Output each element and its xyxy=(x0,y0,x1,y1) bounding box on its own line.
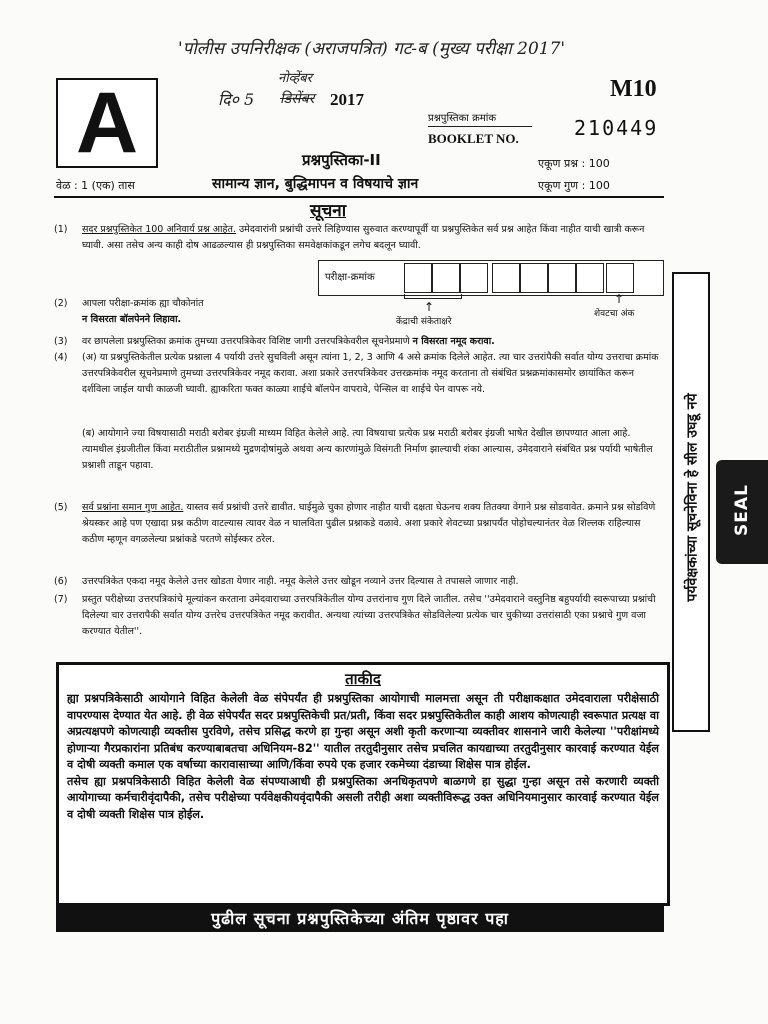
exam-year: 2017 xyxy=(330,90,364,109)
series-letter: A xyxy=(75,75,139,171)
instruction-number: (6) xyxy=(54,576,68,587)
instruction-text: यास्तव सर्व प्रश्नांची उत्तरे द्यावीत. घाईमुळे चुका होणार नाहीत याची दक्षता घेऊनच शक्य तितक्या वेगाने प्रश्न सोडवावेत. क्रमाने प्रश्न सोडविणे श्रेयस्कर आहे पण एखादा प्रश्न कठीण वाटल्यास त्यावर वेळ न घालविता पुढील प्रश्नाकडे वळावे. अशा प्रकारे शेवटच्या प्रश्नापर्यंत पोहोचल्यानंतर वेळ शिल्लक राहिल्यास कठीण म्हणून वगळलेल्या प्रश्नांकडे परतणे सोईस्कर ठरेल. xyxy=(82,502,656,545)
exam-digit-box[interactable] xyxy=(432,263,460,293)
warning-paragraph-1: ह्या प्रश्नपत्रिकेसाठी आयोगाने विहित केलेली वेळ संपेपर्यंत ही प्रश्नपुस्तिका आयोगाची मालमत्ता असून ती परीक्षाकक्षात उमेदवाराला परीक्षेसाठी वापरण्यास देण्यात येत आहे. ही वेळ संपेपर्यंत सदर प्रश्नपुस्तिकेची प्रत/प्रती, किंवा सदर प्रश्नपुस्तिकेतील काही आशय कोणत्याही स्वरूपात प्रत्यक्ष वा अप्रत्यक्षपणे कोणत्याही व्यक्तीस पुरविणे, तसेच प्रसिद्ध करणे हा गुन्हा असून अशी कृती करणाऱ्या व्यक्तीवर शासनाने जारी केलेल्या ''परीक्षांमध्ये होणाऱ्या गैरप्रकारांना प्रतिबंध करण्याबाबतचा अधिनियम-82'' यातील तरतुदीनुसार तसेच प्रचलित कायद्याच्या तरतुदीनुसार कारवाई करण्यात येईल व दोषी व्यक्ती कमाल एक वर्षाच्या कारावासाच्या आणि/किंवा रुपये एक हजार रकमेच्या दंडाच्या शिक्षेस पात्र होईल. xyxy=(67,692,659,771)
exam-digit-box[interactable] xyxy=(460,263,488,293)
series-box xyxy=(56,75,158,171)
center-code-bracket xyxy=(404,294,462,299)
arrow-up-icon: ↑ xyxy=(614,292,625,306)
footer-banner: पुढील सूचना प्रश्नपुस्तिकेच्या अंतिम पृष्ठावर पहा xyxy=(56,906,664,932)
instruction-number: (7) xyxy=(54,594,68,605)
instruction-item-6: उत्तरपत्रिकेत एकदा नमूद केलेले उत्तर खोडता येणार नाही. नमूद केलेले उत्तर खोडून नव्याने उत्तर दिल्यास ते तपासले जाणार नाही. xyxy=(82,576,519,587)
instruction-number: (2) xyxy=(54,298,68,309)
center-code-label: केंद्राची संकेताक्षरे xyxy=(396,317,452,327)
seal-tab xyxy=(716,460,768,564)
instruction-item-1 xyxy=(82,222,662,254)
booklet-label-english: BOOKLET NO. xyxy=(428,131,519,146)
instruction-item-3 xyxy=(82,334,662,350)
instruction-item-4a: (अ) या प्रश्नपुस्तिकेतील प्रत्येक प्रश्नाला 4 पर्यायी उत्तरे सुचविली असून त्यांना 1, 2, 3 आणि 4 असे क्रमांक दिलेले आहेत. त्या चार उत्तरांपैकी सर्वात योग्य उत्तराचा क्रमांक उत्तरपत्रिकेवरील सूचनेप्रमाणे तुमच्या उत्तरपत्रिकेवर नमूद करावा. अशा प्रकारे उत्तरपत्रिकेवर उत्तरक्रमांक नमूद करताना तो संबंधित प्रश्नक्रमांकासमोर छायांकित करून दर्शविला जाईल याची काळजी घ्यावी. ह्याकरिता फक्त काळ्या शाईचे बॉलपेन वापरावे, पेन्सिल वा शाईचे पेन वापरू नये. xyxy=(82,352,659,395)
paper-code: M10 xyxy=(610,76,657,102)
exam-digit-box[interactable] xyxy=(576,263,604,293)
exam-digit-box[interactable] xyxy=(520,263,548,293)
instruction-item-7: प्रस्तुत परीक्षेच्या उत्तरपत्रिकांचे मूल्यांकन करताना उमेदवाराच्या उत्तरपत्रिकेतील योग्य उत्तरांनाच गुण दिले जातील. तसेच ''उमेदवाराने वस्तुनिष्ठ बहुपर्यायी स्वरूपाच्या प्रश्नांची दिलेल्या चार उत्तरापैकी सर्वात योग्य उत्तरेच उत्तरपत्रिकेत नमूद करावीत. अन्यथा त्यांच्या उत्तरपत्रिकेत सोडविलेल्या प्रत्येक चार चुकीच्या उत्तरांसाठी एका प्रश्नाचे गुण वजा करण्यात येतील''. xyxy=(82,594,656,637)
instruction-text: वर छापलेला प्रश्नपुस्तिका क्रमांक तुमच्या उत्तरपत्रिकेवर विशिष्ट जागी उत्तरपत्रिकेवरील सूचनेप्रमाणे xyxy=(82,336,410,347)
instructions-heading: सूचना xyxy=(310,201,347,221)
struck-month: डिसेंबर xyxy=(280,91,315,107)
handwritten-exam-title: 'पोलीस उपनिरीक्षक (अराजपत्रित) गट-ब (मुख्य परीक्षा 2017' xyxy=(178,39,566,59)
exam-digit-box[interactable] xyxy=(606,263,634,293)
instruction-lead: सर्व प्रश्नांना समान गुण आहेत. xyxy=(82,502,184,513)
handwritten-month: नोव्हेंबर xyxy=(278,71,312,86)
seal-note-text: पर्यवेक्षकांच्या सूचनेविना हे सील उघडू नये xyxy=(684,393,701,602)
booklet-label-marathi: प्रश्नपुस्तिका क्रमांक xyxy=(428,110,532,127)
warning-paragraph-2: तसेच ह्या प्रश्नपत्रिकेसाठी विहित केलेली वेळ संपण्याआधी ही प्रश्नपुस्तिका अनधिकृतपणे बाळगणे हा सुद्धा गुन्हा असून तसे करणारी व्यक्ती आयोगाच्या कर्मचारीवृंदापैकी, तसेच परीक्षेच्या पर्यवेक्षकीयवृंदापैकी असली तरीही अशा व्यक्तीविरूद्ध उक्त अधिनियमानुसार कारवाई करण्यात येईल व दोषी व्यक्ती शिक्षेस पात्र होईल. xyxy=(67,774,659,821)
instruction-item-2 xyxy=(82,296,312,328)
instruction-lead: सदर प्रश्नपुस्तिकेत 100 अनिवार्य प्रश्न आहेत. xyxy=(82,224,236,235)
warning-heading: ताकीद xyxy=(345,670,381,688)
instruction-text: आपला परीक्षा-क्रमांक ह्या चौकोनांत xyxy=(82,298,204,309)
last-digit-label: शेवटचा अंक xyxy=(594,309,635,319)
instruction-item-5 xyxy=(82,500,662,548)
instruction-number: (4) xyxy=(54,352,68,363)
instruction-text: उमेदवारांनी प्रश्नांची उत्तरे लिहिण्यास सुरुवात करण्यापूर्वी या प्रश्नपुस्तिकेत सर्व प्रश्न आहेत किंवा नाहीत याची खात्री करून घ्यावी. असा तसेच अन्य काही दोष आढळल्यास ही प्रश्नपुस्तिका समवेक्षकांकडून लगेच बदलून घ्यावी. xyxy=(82,224,645,251)
exam-digit-box[interactable] xyxy=(492,263,520,293)
header-divider xyxy=(54,196,664,198)
exam-digit-box[interactable] xyxy=(548,263,576,293)
instruction-number: (1) xyxy=(54,224,68,235)
total-marks: एकूण गुण : 100 xyxy=(538,179,610,192)
booklet-number: 210449 xyxy=(574,116,659,140)
instruction-emphasis: न विसरता बॉलपेनने लिहावा. xyxy=(82,314,182,325)
exam-digit-box[interactable] xyxy=(404,263,432,293)
seal-note-strip xyxy=(672,272,710,732)
arrow-up-icon: ↑ xyxy=(424,300,435,314)
seal-label: SEAL xyxy=(732,484,752,536)
total-questions: एकूण प्रश्न : 100 xyxy=(538,157,610,170)
instruction-number: (5) xyxy=(54,502,68,513)
instruction-item-4b: (ब) आयोगाने ज्या विषयासाठी मराठी बरोबर इंग्रजी माध्यम विहित केलेले आहे. त्या विषयाचा प्रत्येक प्रश्न मराठी बरोबर इंग्रजी भाषेत देखील छापण्यात आला आहे. त्यामधील इंग्रजीतील किंवा मराठीतील प्रश्नामध्ये मुद्रणदोषांमुळे अथवा अन्य कारणांमुळे विसंगती निर्माण झाल्याची शंका आल्यास, उमेदवाराने संबंधित प्रश्न पर्यायी भाषेतील प्रश्नाशी ताडून पहावा. xyxy=(82,428,653,471)
handwritten-date: दि० 5 xyxy=(218,90,255,109)
exam-time: वेळ : 1 (एक) तास xyxy=(56,179,135,192)
subject-title: सामान्य ज्ञान, बुद्धिमापन व विषयाचे ज्ञान xyxy=(212,176,419,192)
exam-number-label: परीक्षा-क्रमांक xyxy=(325,272,375,283)
instruction-number: (3) xyxy=(54,336,68,347)
booklet-title: प्रश्नपुस्तिका-II xyxy=(302,151,381,169)
warning-box xyxy=(56,662,670,906)
instruction-emphasis: न विसरता नमूद करावा. xyxy=(412,336,495,347)
